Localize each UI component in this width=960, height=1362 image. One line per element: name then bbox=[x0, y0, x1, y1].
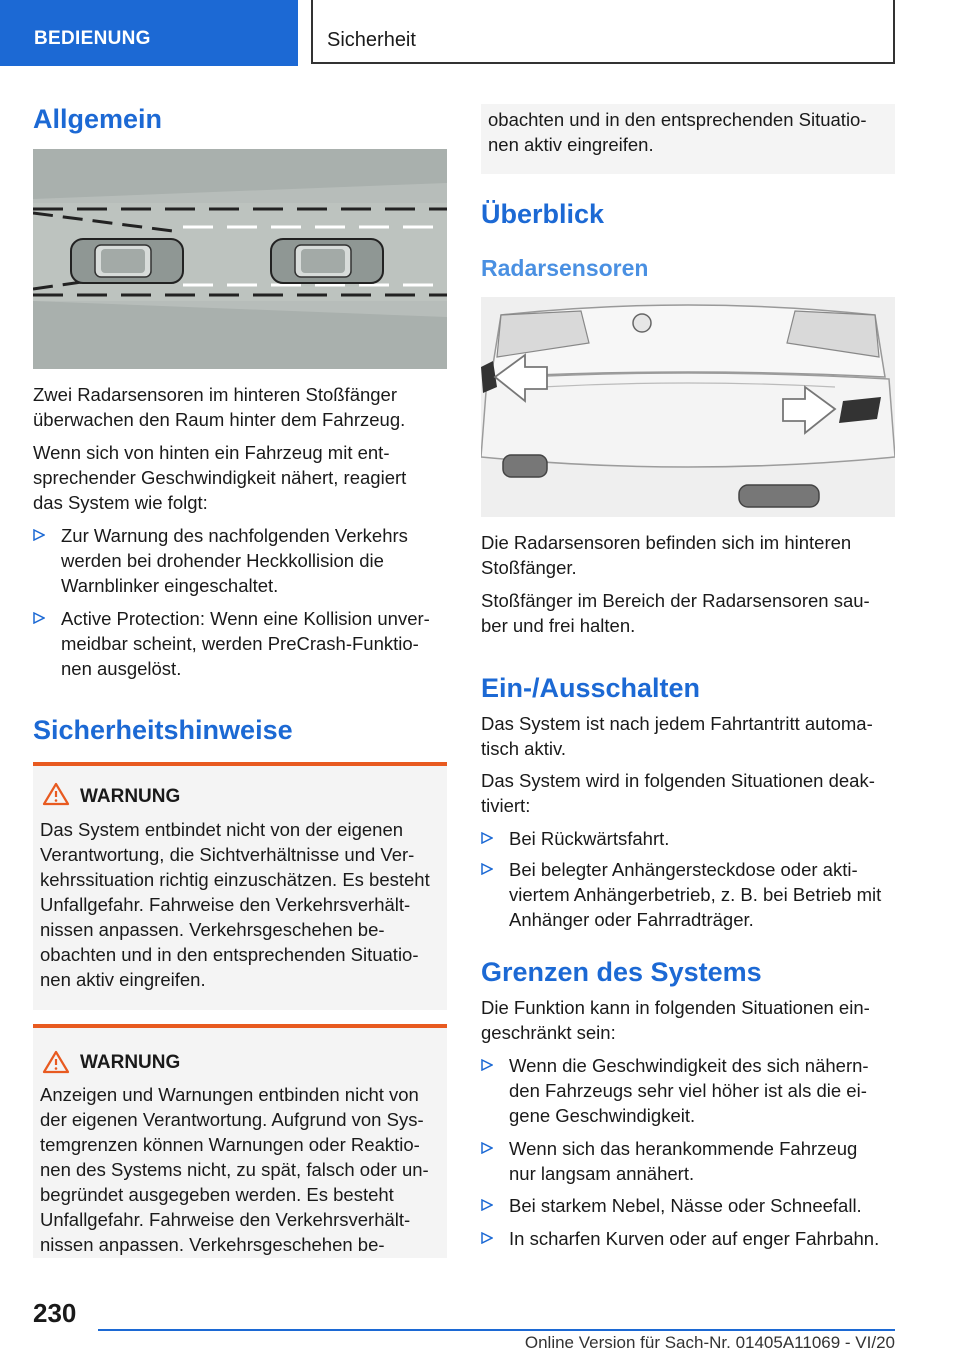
page-number: 230 bbox=[33, 1298, 77, 1328]
warning-title: WARNUNG bbox=[80, 1052, 181, 1073]
heading-general: Allgemein bbox=[33, 104, 163, 134]
list-item: Active Protection: Wenn eine Kollision unver- meidbar scheint, werden PreCrash-Funktio- nen ausgelöst. bbox=[33, 606, 447, 681]
list-item: Wenn die Geschwindigkeit des sich nähern- den Fahrzeugs sehr viel höher ist als die ei- gene Geschwindigkeit. bbox=[481, 1053, 895, 1128]
paragraph-auto-active: Das System ist nach jedem Fahrtantritt automa- tisch aktiv. bbox=[481, 713, 873, 759]
radar-coverage-figure bbox=[33, 149, 447, 369]
warning-box bbox=[33, 1024, 447, 1258]
warning-triangle-icon bbox=[42, 782, 70, 806]
warning-box bbox=[33, 762, 447, 1010]
paragraph-limits: Die Funktion kann in folgenden Situationen ein- geschränkt sein: bbox=[481, 997, 870, 1043]
footer-version-text: Online Version für Sach-Nr. 01405A11069 - VI/20 bbox=[524, 1333, 895, 1352]
warning-text: Anzeigen und Warnungen entbinden nicht von der eigenen Verantwortung. Aufgrund von Sys- temgrenzen können Warnungen oder Reaktio- nen des Systems nicht, zu spät, falsch oder un- begründet ausgegeben werden. Es besteht Unfallgefahr. Fahrweise den Verkehrsverhält- nissen anpassen. Verkehrsgeschehen be- bbox=[40, 1084, 429, 1255]
rear-bumper-figure bbox=[481, 297, 895, 517]
warning-continuation bbox=[481, 104, 895, 174]
list-item: Bei belegter Anhängersteckdose oder akti- viertem Anhängerbetrieb, z. B. bei Betrieb mit Anhänger oder Fahrradträger. bbox=[481, 857, 895, 932]
paragraph-radar-position: Die Radarsensoren befinden sich im hinteren Stoßfänger. bbox=[481, 532, 852, 578]
list-item: Bei starkem Nebel, Nässe oder Schneefall. bbox=[481, 1193, 895, 1218]
heading-limits: Grenzen des Systems bbox=[481, 957, 762, 987]
heading-safety: Sicherheitshinweise bbox=[33, 715, 293, 745]
warning-bar bbox=[33, 1024, 447, 1028]
warning-title: WARNUNG bbox=[80, 786, 181, 807]
warning-bar bbox=[33, 762, 447, 766]
chapter-label: Sicherheit bbox=[327, 29, 416, 51]
header-chapter-box bbox=[311, 0, 895, 64]
list-item: Bei Rückwärtsfahrt. bbox=[481, 826, 895, 851]
list-item: Zur Warnung des nachfolgenden Verkehrs werden bei drohender Heckkollision die Warnblinker eingeschaltet. bbox=[33, 523, 447, 598]
list-item: Wenn sich das herankommende Fahrzeug nur langsam annähert. bbox=[481, 1136, 895, 1186]
section-label: BEDIENUNG bbox=[34, 28, 151, 49]
warning-text: obachten und in den entsprechenden Situatio- nen aktiv eingreifen. bbox=[488, 109, 867, 155]
paragraph-radar-clean: Stoßfänger im Bereich der Radarsensoren sau- ber und frei halten. bbox=[481, 590, 870, 636]
warning-triangle-icon bbox=[42, 1050, 70, 1074]
warning-text: Das System entbindet nicht von der eigenen Verantwortung, die Sichtverhältnisse und Ver- kehrssituation richtig einzuschätzen. Es besteht Unfallgefahr. Fahrweise den Verkehrsverhält- nissen anpassen. Verkehrsgeschehen be- obachten und in den entsprechenden Situatio- nen aktiv eingreifen. bbox=[40, 819, 430, 990]
list-item: In scharfen Kurven oder auf enger Fahrbahn. bbox=[481, 1226, 895, 1251]
paragraph-radar-location: Zwei Radarsensoren im hinteren Stoßfänger überwachen den Raum hinter dem Fahrzeug. bbox=[33, 384, 406, 430]
radar-coverage-diagram-icon bbox=[33, 149, 447, 369]
footer-divider bbox=[98, 1329, 895, 1331]
paragraph-deactivated: Das System wird in folgenden Situationen deak- tiviert: bbox=[481, 770, 875, 816]
subheading-radar: Radarsensoren bbox=[481, 255, 649, 281]
paragraph-system-reaction: Wenn sich von hinten ein Fahrzeug mit ent- sprechender Geschwindigkeit nähert, reagiert das System wie folgt: bbox=[33, 442, 407, 513]
rear-bumper-radar-sensors-icon bbox=[481, 297, 895, 517]
heading-onoff: Ein-/Ausschalten bbox=[481, 673, 701, 703]
header-section-tab bbox=[0, 0, 298, 66]
heading-overview: Überblick bbox=[481, 199, 605, 229]
